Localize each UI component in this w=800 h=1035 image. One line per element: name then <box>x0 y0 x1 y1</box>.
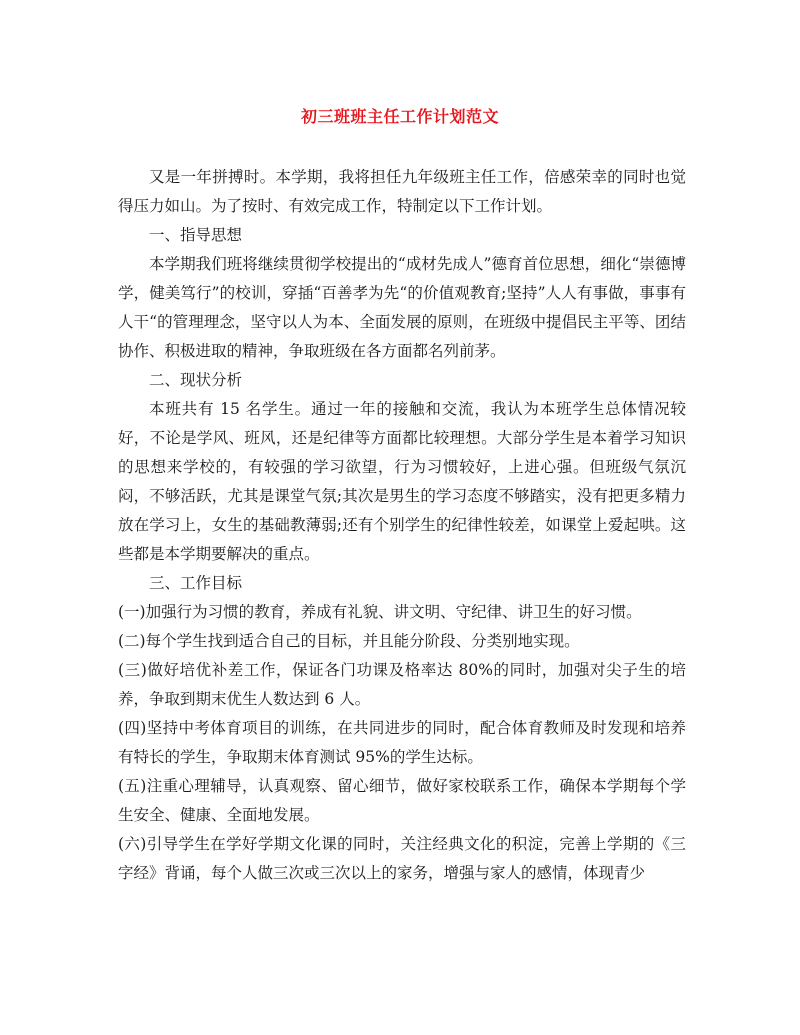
document-body <box>118 163 686 888</box>
goal-item-4: (四)坚持中考体育项目的训练，在共同进步的同时，配合体育教师及时发现和培养有特长的学生，争取期末体育测试 95%的学生达标。 <box>118 719 686 766</box>
guiding-thought-paragraph: 本学期我们班将继续贯彻学校提出的“成材先成人”德育首位思想，细化“崇德博学，健美笃行”的校训，穿插“百善孝为先“的价值观教育;坚持”人人有事做，事事有人干“的管理理念，坚守以人为本、全面发展的原则，在班级中提倡民主平等、团结协作、积极进取的精神，争取班级在各方面都名列前茅。 <box>118 255 686 360</box>
goal-item-6: (六)引导学生在学好学期文化课的同时，关注经典文化的积淀，完善上学期的《三字经》背诵，每个人做三次或三次以上的家务，增强与家人的感情，体现青少 <box>118 835 686 882</box>
goal-item-5: (五)注重心理辅导，认真观察、留心细节，做好家校联系工作，确保本学期每个学生安全、健康、全面地发展。 <box>118 777 686 824</box>
section-heading-status-analysis: 二、现状分析 <box>149 371 243 389</box>
section-heading-work-goals: 三、工作目标 <box>149 574 243 592</box>
document-title: 初三班班主任工作计划范文 <box>300 107 499 126</box>
section-heading-guiding-thought: 一、指导思想 <box>149 226 243 244</box>
intro-paragraph: 又是一年拼搏时。本学期，我将担任九年级班主任工作，倍感荣幸的同时也觉得压力如山。为了按时、有效完成工作，特制定以下工作计划。 <box>118 168 686 215</box>
goal-item-2: (二)每个学生找到适合自己的目标，并且能分阶段、分类别地实现。 <box>118 632 580 650</box>
goal-item-1: (一)加强行为习惯的教育，养成有礼貌、讲文明、守纪律、讲卫生的好习惯。 <box>118 603 642 621</box>
goal-item-3: (三)做好培优补差工作，保证各门功课及格率达 80%的同时，加强对尖子生的培养，争取到期末优生人数达到 6 人。 <box>118 661 686 708</box>
status-analysis-paragraph: 本班共有 15 名学生。通过一年的接触和交流，我认为本班学生总体情况较好，不论是学风、班风，还是纪律等方面都比较理想。大部分学生是本着学习知识的思想来学校的，有较强的学习欲望，行为习惯较好，上进心强。但班级气氛沉闷，不够活跃，尤其是课堂气氛;其次是男生的学习态度不够踏实，没有把更多精力放在学习上，女生的基础教薄弱;还有个别学生的纪律性较差，如课堂上爱起哄。这些都是本学期要解决的重点。 <box>118 400 686 563</box>
